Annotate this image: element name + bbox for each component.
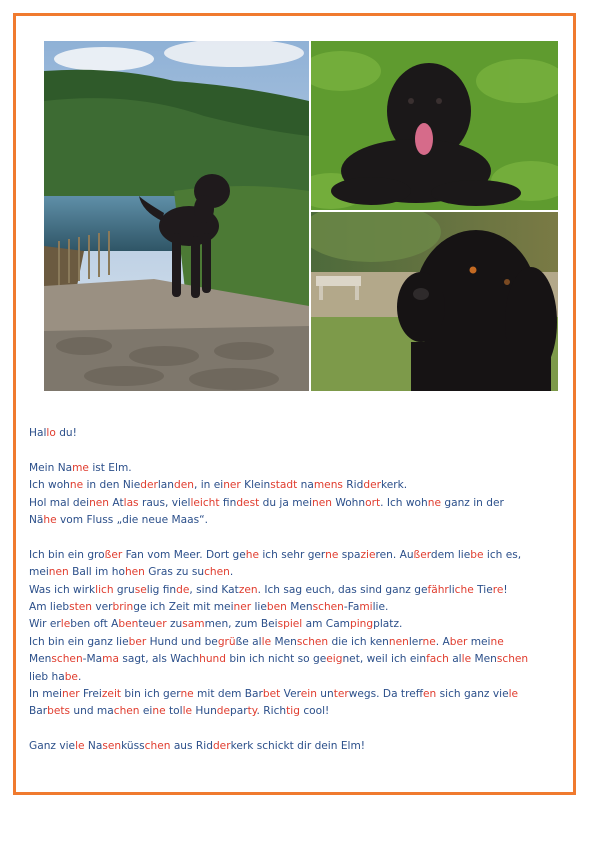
- text-segment: ler: [408, 635, 423, 648]
- photo-dog-on-grass: [311, 41, 558, 210]
- text-segment: küss: [121, 740, 145, 753]
- text-segment: , in ei: [193, 479, 224, 492]
- text-segment: dem lie: [430, 548, 471, 561]
- spacer: [29, 442, 559, 459]
- text-segment: ben oft A: [70, 618, 119, 631]
- text-segment: und ma: [70, 705, 114, 718]
- text-segment: Mein: [29, 461, 58, 474]
- text-segment: Wir er: [29, 618, 61, 631]
- syllable-red: ne: [490, 635, 504, 648]
- syllable-red: mens: [313, 479, 343, 492]
- text-segment: li: [448, 583, 455, 596]
- text-segment: lig fin: [146, 583, 177, 596]
- text-segment: Men: [286, 601, 313, 614]
- letter-line: [29, 634, 559, 651]
- syllable-red: re: [492, 583, 504, 596]
- text-segment: cool!: [299, 705, 330, 718]
- letter-line: [29, 686, 559, 703]
- syllable-red: ein: [300, 688, 317, 701]
- syllable-red: se: [134, 583, 147, 596]
- syllable-red: schen: [496, 653, 529, 666]
- syllable-red: ma: [102, 653, 119, 666]
- syllable-red: spiel: [277, 618, 303, 631]
- syllable-red: sten: [69, 601, 92, 614]
- text-segment: ße al: [235, 635, 262, 648]
- text-segment: vom Fluss „die neue Maas“.: [56, 514, 208, 527]
- syllable-red: mi: [359, 601, 373, 614]
- syllable-red: schen: [296, 635, 329, 648]
- text-segment: tol: [165, 705, 183, 718]
- text-segment: Hund und be: [146, 635, 218, 648]
- text-segment: fin: [219, 496, 237, 509]
- syllable-red: ne: [69, 479, 84, 492]
- text-segment: zu: [166, 618, 183, 631]
- text-segment: ich es,: [483, 548, 522, 561]
- syllable-red: fach: [426, 653, 449, 666]
- syllable-red: ber: [128, 635, 147, 648]
- syllable-red: fähr: [427, 583, 449, 596]
- text-segment: in den Nie: [83, 479, 141, 492]
- text-segment: lie: [251, 601, 267, 614]
- text-segment: , sind Kat: [189, 583, 239, 596]
- text-segment: du ja mei: [259, 496, 313, 509]
- text-segment: Was ich wirk: [29, 583, 96, 596]
- text-segment: am Cam: [302, 618, 351, 631]
- text-segment: raus, viel: [138, 496, 191, 509]
- syllable-red: ping: [350, 618, 374, 631]
- syllable-red: sam: [182, 618, 205, 631]
- syllable-red: stadt: [270, 479, 298, 492]
- syllable-red: be: [470, 548, 484, 561]
- syllable-red: le: [461, 653, 472, 666]
- syllable-red: der: [212, 740, 231, 753]
- text-segment: Klein: [240, 479, 271, 492]
- photo-dog-on-overlook: [44, 41, 309, 391]
- letter-line: [29, 669, 559, 686]
- syllable-red: ne: [180, 688, 194, 701]
- syllable-red: bets: [47, 705, 71, 718]
- text-segment: gru: [113, 583, 135, 596]
- letter-line: [29, 460, 559, 477]
- syllable-red: ner: [62, 688, 80, 701]
- text-segment: Hal: [29, 427, 47, 439]
- text-segment: At: [109, 496, 124, 509]
- text-segment: ver: [91, 601, 113, 614]
- text-segment: ge ich Zeit mit mei: [133, 601, 234, 614]
- syllable-red: er: [155, 618, 167, 631]
- syllable-red: de: [216, 705, 231, 718]
- letter-line: [29, 738, 559, 755]
- syllable-red: nen: [388, 635, 409, 648]
- text-segment: die ich ken: [328, 635, 389, 648]
- syllable-red: tig: [286, 705, 300, 718]
- syllable-red: chen: [144, 740, 171, 753]
- text-segment: Wohn: [331, 496, 366, 509]
- text-segment: Na: [57, 461, 73, 474]
- syllable-red: le: [182, 705, 193, 718]
- text-segment: teu: [138, 618, 156, 631]
- letter-line: [29, 564, 559, 581]
- syllable-red: le: [508, 688, 519, 701]
- letter-line: [29, 616, 559, 633]
- text-segment: un: [316, 688, 334, 701]
- text-segment: lan: [157, 479, 174, 492]
- letter-text: [29, 425, 559, 756]
- syllable-red: der: [140, 479, 158, 492]
- text-segment: Gras zu su: [144, 566, 205, 579]
- syllable-red: ßer: [104, 548, 123, 561]
- syllable-red: hund: [199, 653, 226, 666]
- syllable-red: ter: [333, 688, 349, 701]
- text-segment: Rid: [342, 479, 364, 492]
- letter-body: [29, 460, 559, 756]
- text-segment: du!: [55, 427, 77, 439]
- text-segment: aus Rid: [170, 740, 213, 753]
- syllable-red: eig: [326, 653, 343, 666]
- text-segment: platz.: [373, 618, 403, 631]
- letter-line: [29, 547, 559, 564]
- syllable-red: de: [176, 583, 190, 596]
- text-segment: ist Elm.: [88, 461, 132, 474]
- text-segment: Frei: [79, 688, 102, 701]
- syllable-red: ne: [422, 635, 436, 648]
- paragraph-spacer: [29, 721, 559, 738]
- text-segment: . Rich: [256, 705, 287, 718]
- text-segment: na: [297, 479, 314, 492]
- text-segment: bin ich nicht so ge: [225, 653, 327, 666]
- syllable-red: le: [261, 635, 272, 648]
- text-segment: Am lieb: [29, 601, 70, 614]
- syllable-red: ort: [365, 496, 381, 509]
- syllable-red: zeit: [101, 688, 122, 701]
- text-segment: Ich woh: [29, 479, 70, 492]
- text-segment: lie.: [372, 601, 389, 614]
- text-segment: Men: [471, 653, 497, 666]
- text-segment: In mei: [29, 688, 62, 701]
- letter-line: [29, 495, 559, 512]
- text-segment: mit dem Bar: [193, 688, 263, 701]
- text-segment: Ball im ho: [68, 566, 125, 579]
- text-segment: .: [77, 670, 82, 683]
- syllable-red: che: [454, 583, 474, 596]
- text-segment: kerk schickt dir dein Elm!: [230, 740, 366, 753]
- text-segment: ei: [139, 705, 153, 718]
- syllable-red: ner: [223, 479, 241, 492]
- text-segment: -Ma: [82, 653, 103, 666]
- greeting-line: [29, 425, 559, 442]
- text-segment: .: [229, 566, 234, 579]
- syllable-red: ben: [118, 618, 139, 631]
- syllable-red: le: [60, 618, 71, 631]
- syllable-red: fen: [423, 688, 437, 701]
- syllable-red: le: [75, 740, 85, 753]
- text-segment: Hun: [192, 705, 217, 718]
- syllable-red: schen: [51, 653, 83, 666]
- text-segment: Nä: [29, 514, 44, 527]
- syllable-red: be: [64, 670, 78, 683]
- text-segment: Ich bin ein ganz lie: [29, 635, 129, 648]
- syllable-red: me: [72, 461, 89, 474]
- syllable-red: ben: [266, 601, 287, 614]
- syllable-red: ber: [449, 635, 468, 648]
- syllable-red: lich: [95, 583, 114, 596]
- text-segment: . Ich sag euch, das sind ganz ge: [257, 583, 428, 596]
- letter-line: [29, 651, 559, 668]
- syllable-red: ner: [233, 601, 252, 614]
- text-segment: ren. Au: [375, 548, 414, 561]
- text-segment: . A: [435, 635, 450, 648]
- text-segment: kerk.: [380, 479, 408, 492]
- text-segment: lieb ha: [29, 670, 65, 683]
- text-segment: Ver: [280, 688, 301, 701]
- text-segment: Fan vom Meer. Dort ge: [122, 548, 246, 561]
- text-segment: wegs. Da tref: [348, 688, 424, 701]
- syllable-red: ty: [247, 705, 257, 718]
- text-segment: ganz in der: [440, 496, 504, 509]
- text-segment: Bar: [29, 705, 48, 718]
- syllable-red: der: [363, 479, 381, 492]
- syllable-red: bet: [262, 688, 281, 701]
- text-segment: al: [448, 653, 462, 666]
- text-segment: Na: [84, 740, 103, 753]
- text-segment: par: [230, 705, 248, 718]
- letter-line: [29, 477, 559, 494]
- syllable-red: zie: [360, 548, 376, 561]
- text-segment: ich sehr ger: [259, 548, 326, 561]
- syllable-red: lo: [46, 427, 56, 439]
- syllable-red: he: [43, 514, 57, 527]
- syllable-red: schen: [312, 601, 344, 614]
- syllable-red: hen: [124, 566, 145, 579]
- text-segment: sich ganz vie: [436, 688, 509, 701]
- text-segment: men, zum Bei: [204, 618, 278, 631]
- syllable-red: chen: [204, 566, 230, 579]
- text-segment: Men: [271, 635, 297, 648]
- paragraph-spacer: [29, 529, 559, 546]
- text-segment: -Fa: [343, 601, 360, 614]
- syllable-red: zen: [238, 583, 258, 596]
- photo-dog-portrait: [311, 212, 558, 391]
- syllable-red: sen: [102, 740, 122, 753]
- syllable-red: las: [123, 496, 139, 509]
- text-segment: Hol mal dei: [29, 496, 90, 509]
- text-segment: !: [503, 583, 508, 596]
- syllable-red: ne: [427, 496, 441, 509]
- text-segment: mei: [29, 566, 49, 579]
- syllable-red: nen: [48, 566, 69, 579]
- syllable-red: nen: [312, 496, 332, 509]
- syllable-red: dest: [236, 496, 260, 509]
- text-segment: spa: [338, 548, 361, 561]
- text-segment: Ganz vie: [29, 740, 76, 753]
- text-segment: . Ich woh: [380, 496, 428, 509]
- syllable-red: ne: [152, 705, 166, 718]
- text-segment: net, weil ich ein: [342, 653, 427, 666]
- text-segment: Men: [29, 653, 52, 666]
- text-segment: sagt, als Wach: [118, 653, 200, 666]
- text-segment: mei: [467, 635, 491, 648]
- text-segment: Tie: [473, 583, 493, 596]
- syllable-red: he: [245, 548, 259, 561]
- syllable-red: ßer: [413, 548, 431, 561]
- syllable-red: brin: [112, 601, 134, 614]
- letter-line: [29, 599, 559, 616]
- syllable-red: nen: [89, 496, 110, 509]
- syllable-red: den: [174, 479, 194, 492]
- text-segment: Ich bin ein gro: [29, 548, 105, 561]
- letter-line: [29, 582, 559, 599]
- syllable-red: grü: [217, 635, 236, 648]
- letter-line: [29, 703, 559, 720]
- letter-line: [29, 512, 559, 529]
- syllable-red: ne: [325, 548, 339, 561]
- syllable-red: leicht: [190, 496, 220, 509]
- text-segment: bin ich ger: [121, 688, 181, 701]
- syllable-red: chen: [113, 705, 140, 718]
